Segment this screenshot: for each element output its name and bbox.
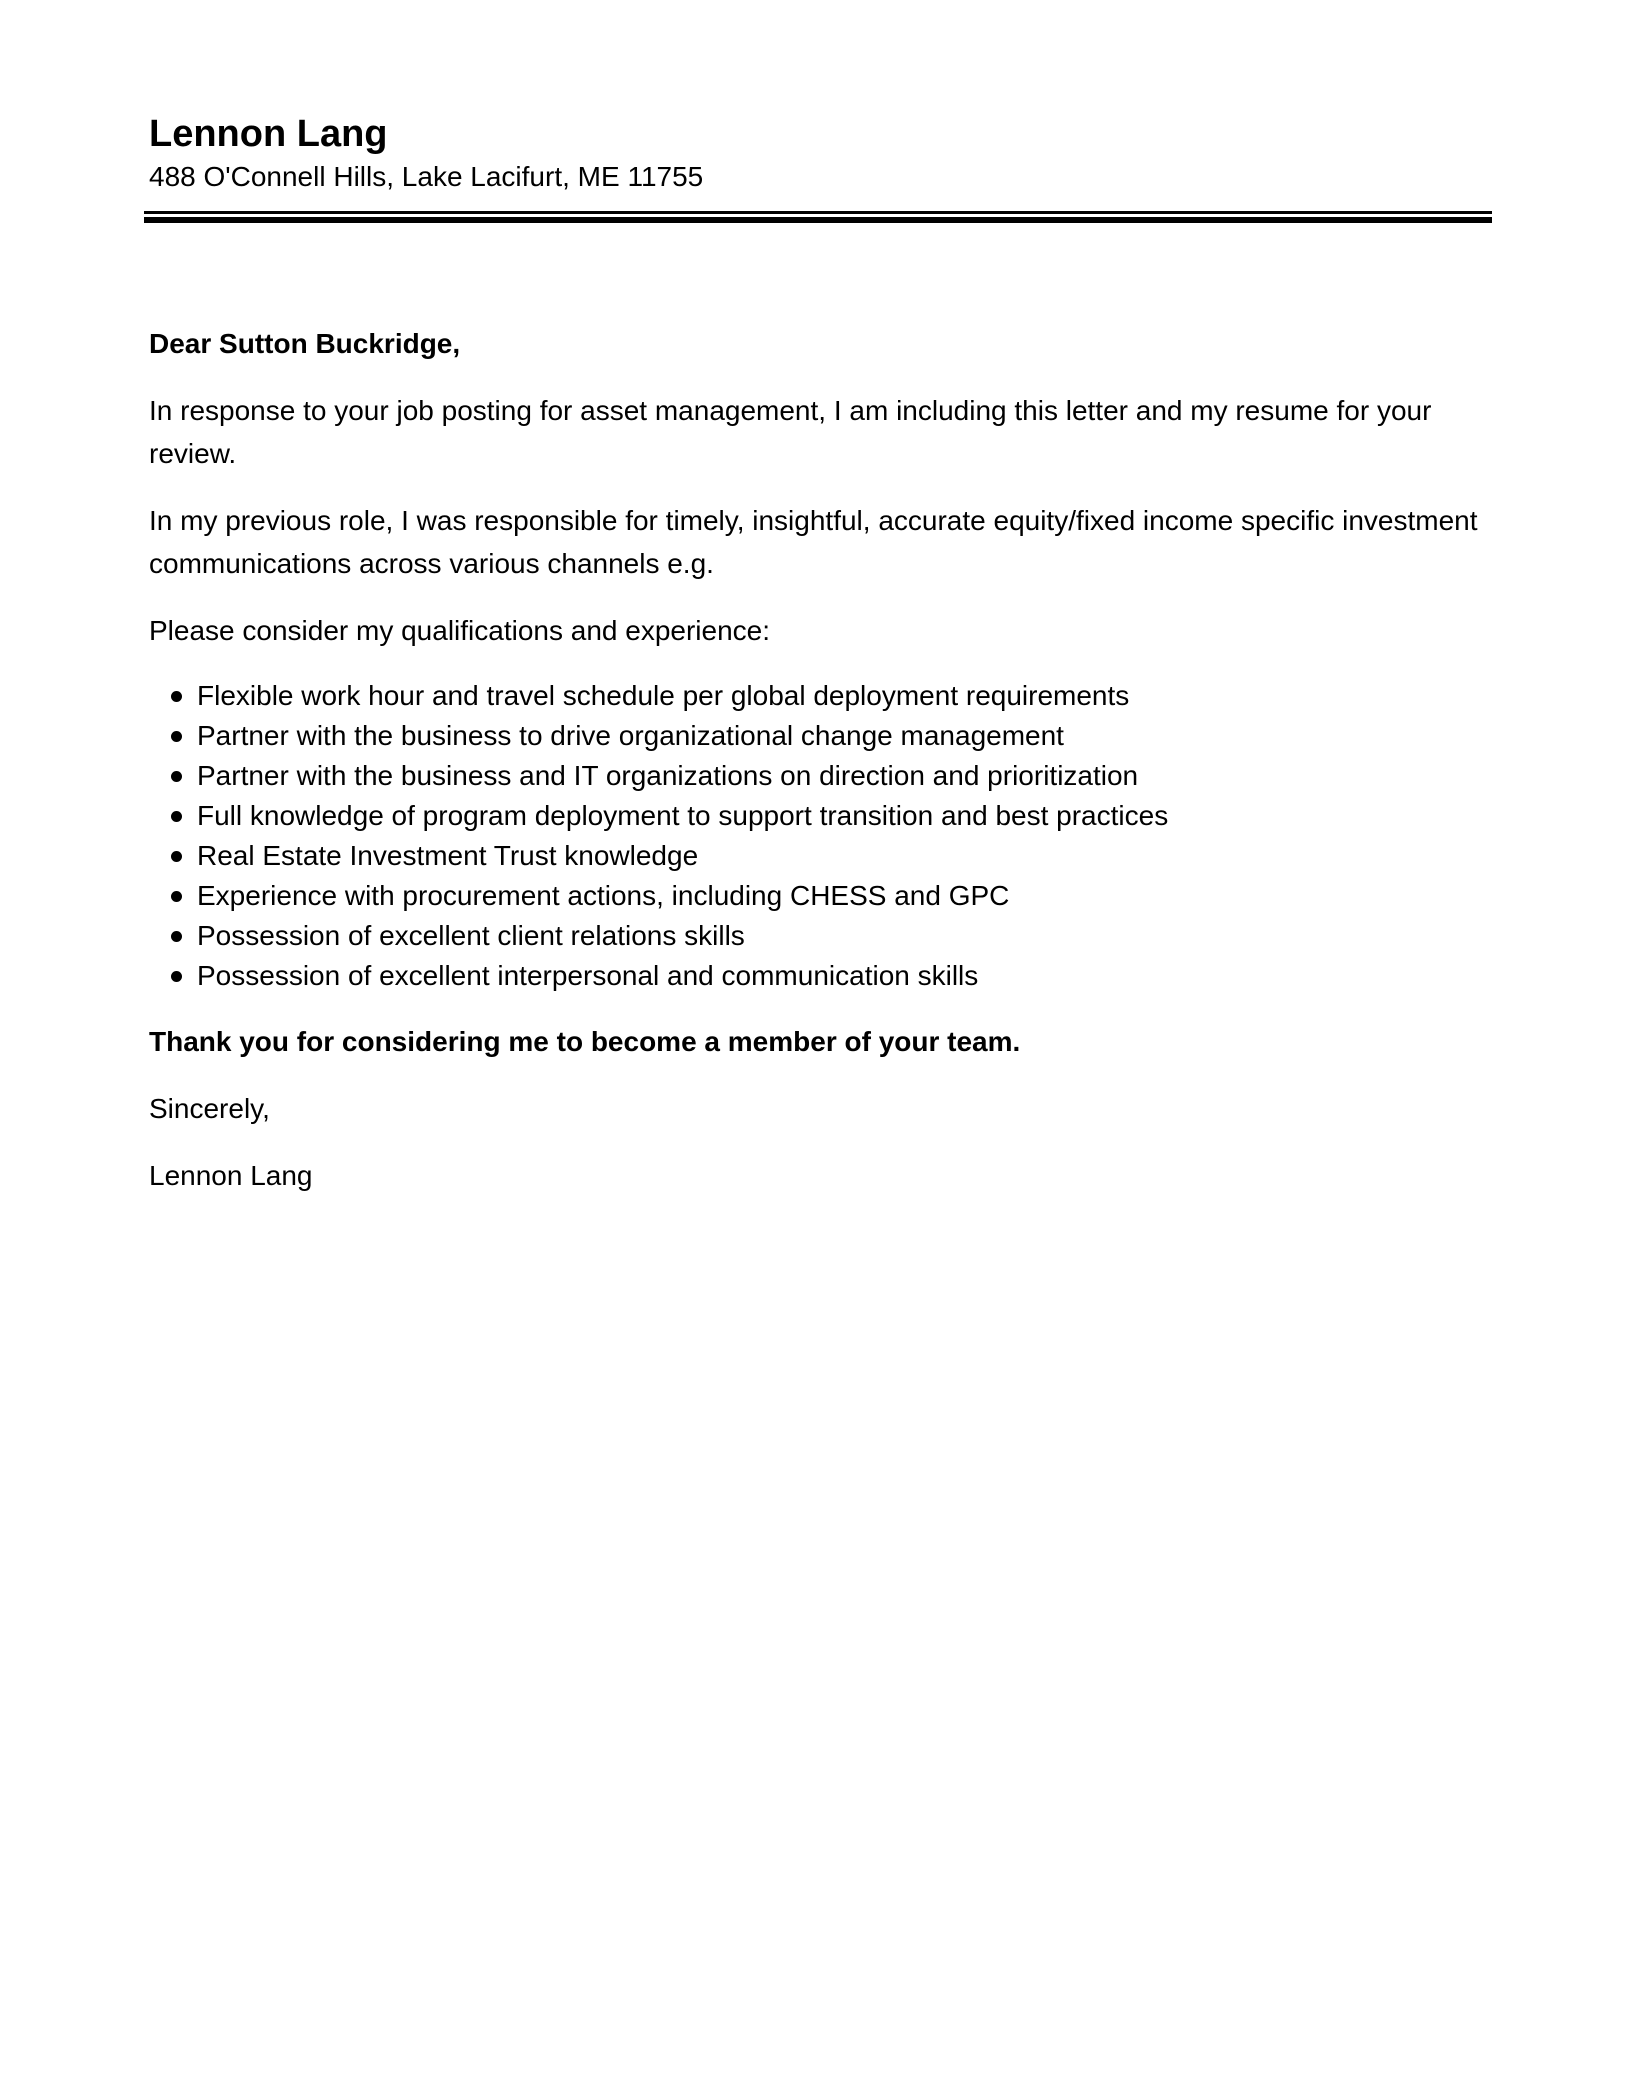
closing: Sincerely,	[149, 1093, 270, 1124]
letter-body	[149, 322, 1489, 1221]
list-item: Partner with the business and IT organizations on direction and prioritization	[197, 756, 1489, 796]
list-item: Flexible work hour and travel schedule per global deployment requirements	[197, 676, 1489, 716]
list-item: Possession of excellent interpersonal and communication skills	[197, 956, 1489, 996]
salutation: Dear Sutton Buckridge,	[149, 328, 461, 359]
signature-name: Lennon Lang	[149, 1160, 313, 1191]
sender-address: 488 O'Connell Hills, Lake Lacifurt, ME 11755	[149, 161, 704, 192]
list-item: Possession of excellent client relations skills	[197, 916, 1489, 956]
divider-thin-line	[144, 211, 1492, 214]
thank-you-line: Thank you for considering me to become a member of your team.	[149, 1026, 1021, 1057]
paragraph-previous-role: In my previous role, I was responsible for timely, insightful, accurate equity/fixed income specific investment communications across various channels e.g.	[149, 505, 1478, 579]
list-item: Experience with procurement actions, including CHESS and GPC	[197, 876, 1489, 916]
qualifications-list	[149, 676, 1489, 996]
list-item: Real Estate Investment Trust knowledge	[197, 836, 1489, 876]
divider-thick-line	[144, 217, 1492, 223]
paragraph-qualifications-lead: Please consider my qualifications and experience:	[149, 615, 771, 646]
header-divider	[144, 211, 1492, 223]
paragraph-intro: In response to your job posting for asset management, I am including this letter and my resume for your review.	[149, 395, 1432, 469]
list-item: Full knowledge of program deployment to support transition and best practices	[197, 796, 1489, 836]
letter-header	[149, 110, 1489, 196]
sender-name: Lennon Lang	[149, 113, 388, 155]
list-item: Partner with the business to drive organizational change management	[197, 716, 1489, 756]
